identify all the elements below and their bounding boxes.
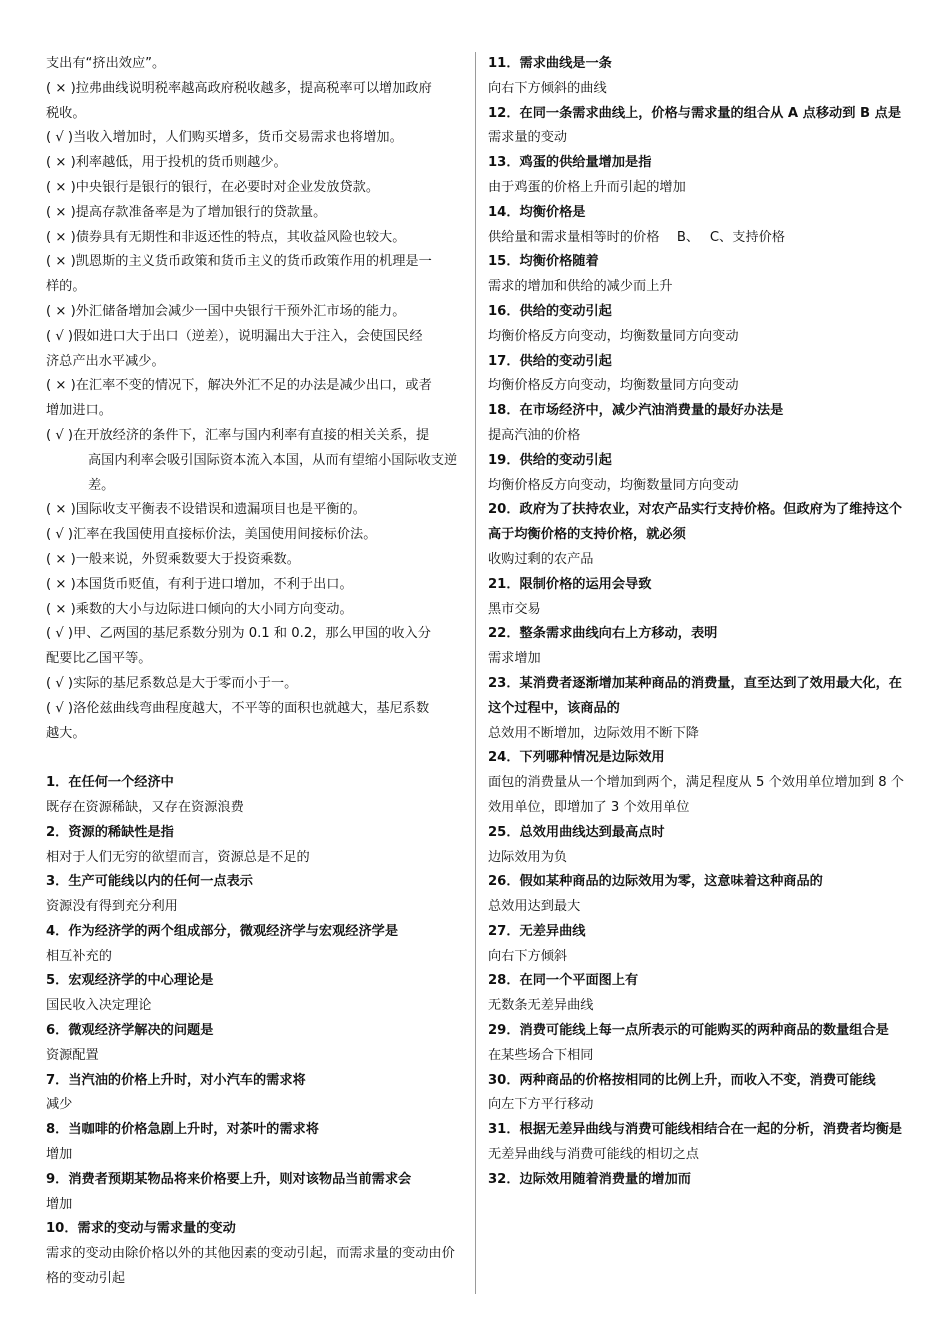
statement-line: ( × )国际收支平衡表不设错误和遗漏项目也是平衡的。	[46, 502, 366, 518]
answer-text: 均衡价格反方向变动，均衡数量同方向变动	[488, 378, 739, 394]
question-text: 7．当汽油的价格上升时，对小汽车的需求将	[46, 1072, 306, 1088]
question-text: 23．某消费者逐渐增加某种商品的消费量，直至达到了效用最大化，在这个过程中，该商品的	[488, 675, 902, 716]
answer-text: 面包的消费量从一个增加到两个，满足程度从 5 个效用单位增加到 8 个效用单位，即增加了 3 个效用单位	[488, 775, 904, 815]
question-text: 10．需求的变动与需求量的变动	[46, 1221, 236, 1237]
statement-line: 增加进口。	[46, 403, 112, 419]
answer-text: 提高汽油的价格	[488, 427, 581, 443]
question-text: 16．供给的变动引起	[488, 303, 612, 319]
answer-text: 需求量的变动	[488, 130, 568, 146]
left-qa-list	[46, 771, 464, 1292]
statement-line: ( √ )在开放经济的条件下，汇率与国内利率有直接的相关关系，提	[46, 427, 430, 443]
statement-line: ( × )一般来说，外贸乘数要大于投资乘数。	[46, 551, 300, 567]
question-text: 25．总效用曲线达到最高点时	[488, 824, 665, 840]
answer-text: 无数条无差异曲线	[488, 998, 594, 1014]
right-column	[488, 52, 908, 1193]
answer-text: 向左下方平行移动	[488, 1097, 594, 1113]
question-text: 21．限制价格的运用会导致	[488, 576, 652, 592]
answer-text: 均衡价格反方向变动，均衡数量同方向变动	[488, 477, 739, 493]
answer-text: 需求的变动由除价格以外的其他因素的变动引起，而需求量的变动由价格的变动引起	[46, 1246, 455, 1287]
question-text: 4．作为经济学的两个组成部分，微观经济学与宏观经济学是	[46, 923, 399, 939]
statement-line: ( × )利率越低，用于投机的货币则越少。	[46, 155, 287, 171]
statement-line: ( × )外汇储备增加会减少一国中央银行干预外汇市场的能力。	[46, 303, 406, 319]
question-text: 13．鸡蛋的供给量增加是指	[488, 155, 652, 171]
statement-line: ( × )提高存款准备率是为了增加银行的贷款量。	[46, 204, 327, 220]
question-text: 9．消费者预期某物品将来价格要上升，则对该物品当前需求会	[46, 1171, 412, 1187]
answer-text: 相互补充的	[46, 948, 112, 964]
question-text: 27．无差异曲线	[488, 923, 586, 939]
question-text: 12．在同一条需求曲线上，价格与需求量的组合从 A 点移动到 B 点是	[488, 105, 902, 121]
answer-text: 向右下方倾斜	[488, 948, 568, 964]
answer-text: 由于鸡蛋的价格上升而引起的增加	[488, 179, 686, 195]
answer-text: 需求增加	[488, 651, 541, 667]
statement-line: ( × )债券具有无期性和非返还性的特点，其收益风险也较大。	[46, 229, 406, 245]
statement-line: ( √ )汇率在我国使用直接标价法，美国使用间接标价法。	[46, 527, 377, 543]
question-text: 1．在任何一个经济中	[46, 775, 174, 791]
question-text: 15．均衡价格随着	[488, 254, 599, 270]
question-text: 14．均衡价格是	[488, 204, 586, 220]
answer-text: 总效用不断增加，边际效用不断下降	[488, 725, 699, 741]
answer-text: 收购过剩的农产品	[488, 551, 594, 567]
section-gap	[46, 746, 464, 771]
question-text: 11．需求曲线是一条	[488, 56, 612, 71]
answer-text: 增加	[46, 1147, 73, 1163]
answer-text: 均衡价格反方向变动，均衡数量同方向变动	[488, 328, 739, 344]
statement-line: 支出有“挤出效应”。	[46, 56, 166, 71]
statement-indented-continuation: 高国内利率会吸引国际资本流入本国，从而有望缩小国际收支逆差。	[88, 452, 458, 493]
question-text: 5．宏观经济学的中心理论是	[46, 973, 214, 989]
statement-line: ( × )在汇率不变的情况下，解决外汇不足的办法是减少出口，或者	[46, 378, 432, 394]
statement-line: ( √ )甲、乙两国的基尼系数分别为 0.1 和 0.2，那么甲国的收入分	[46, 626, 431, 642]
statement-line: 配要比乙国平等。	[46, 651, 152, 667]
statement-line: ( √ )当收入增加时，人们购买增多，货币交易需求也将增加。	[46, 130, 403, 146]
answer-text: 需求的增加和供给的减少而上升	[488, 279, 673, 295]
question-text: 20．政府为了扶持农业，对农产品实行支持价格。但政府为了维持这个高于均衡价格的支持价格，就必须	[488, 502, 902, 543]
question-text: 2．资源的稀缺性是指	[46, 824, 174, 840]
statement-line: 济总产出水平减少。	[46, 353, 165, 369]
statement-line: ( × )凯恩斯的主义货币政策和货币主义的货币政策作用的机理是一	[46, 254, 432, 270]
question-text: 18．在市场经济中，减少汽油消费量的最好办法是	[488, 403, 784, 419]
answer-text: 减少	[46, 1097, 73, 1113]
statement-line: 样的。	[46, 279, 86, 295]
statement-line: ( × )中央银行是银行的银行，在必要时对企业发放贷款。	[46, 179, 380, 195]
statement-line: ( √ )洛伦兹曲线弯曲程度越大，不平等的面积也就越大，基尼系数	[46, 700, 430, 716]
statement-line: ( × )本国货币贬值，有利于进口增加，不利于出口。	[46, 576, 353, 592]
answer-text: 增加	[46, 1196, 73, 1212]
answer-text: 供给量和需求量相等时的价格 B、 C、支持价格	[488, 229, 785, 245]
answer-text: 资源没有得到充分利用	[46, 899, 178, 915]
question-text: 8．当咖啡的价格急剧上升时，对茶叶的需求将	[46, 1122, 319, 1138]
answer-text: 国民收入决定理论	[46, 998, 152, 1014]
answer-text: 总效用达到最大	[488, 899, 581, 915]
answer-text: 资源配置	[46, 1047, 99, 1063]
answer-text: 既存在资源稀缺，又存在资源浪费	[46, 799, 244, 815]
statement-line: 税收。	[46, 105, 86, 121]
question-text: 17．供给的变动引起	[488, 353, 612, 369]
answer-text: 边际效用为负	[488, 849, 568, 865]
left-true-false-block	[46, 52, 464, 746]
statement-line: 越大。	[46, 725, 86, 741]
question-text: 31．根据无差异曲线与消费可能线相结合在一起的分析，消费者均衡是	[488, 1122, 902, 1138]
statement-line: ( √ )假如进口大于出口（逆差），说明漏出大于注入，会使国民经	[46, 328, 423, 344]
statement-line: ( × )拉弗曲线说明税率越高政府税收越多，提高税率可以增加政府	[46, 80, 432, 96]
question-text: 6．微观经济学解决的问题是	[46, 1023, 214, 1039]
question-text: 22．整条需求曲线向右上方移动，表明	[488, 626, 718, 642]
question-text: 29．消费可能线上每一点所表示的可能购买的两种商品的数量组合是	[488, 1023, 889, 1039]
answer-text: 相对于人们无穷的欲望而言，资源总是不足的	[46, 849, 310, 865]
column-divider	[475, 52, 476, 1294]
statement-line: ( √ )实际的基尼系数总是大于零而小于一。	[46, 675, 298, 691]
question-text: 26．假如某种商品的边际效用为零，这意味着这种商品的	[488, 874, 823, 890]
answer-text: 在某些场合下相同	[488, 1047, 594, 1063]
question-text: 30．两种商品的价格按相同的比例上升，而收入不变，消费可能线	[488, 1072, 876, 1088]
answer-text: 无差异曲线与消费可能线的相切之点	[488, 1147, 699, 1163]
question-text: 32．边际效用随着消费量的增加而	[488, 1171, 691, 1187]
question-text: 24．下列哪种情况是边际效用	[488, 750, 665, 766]
answer-text: 黑市交易	[488, 601, 541, 617]
answer-text: 向右下方倾斜的曲线	[488, 80, 607, 96]
left-column	[46, 52, 464, 1292]
question-text: 19．供给的变动引起	[488, 452, 612, 468]
statement-line: ( × )乘数的大小与边际进口倾向的大小同方向变动。	[46, 601, 353, 617]
question-text: 28．在同一个平面图上有	[488, 973, 639, 989]
question-text: 3．生产可能线以内的任何一点表示	[46, 874, 253, 890]
